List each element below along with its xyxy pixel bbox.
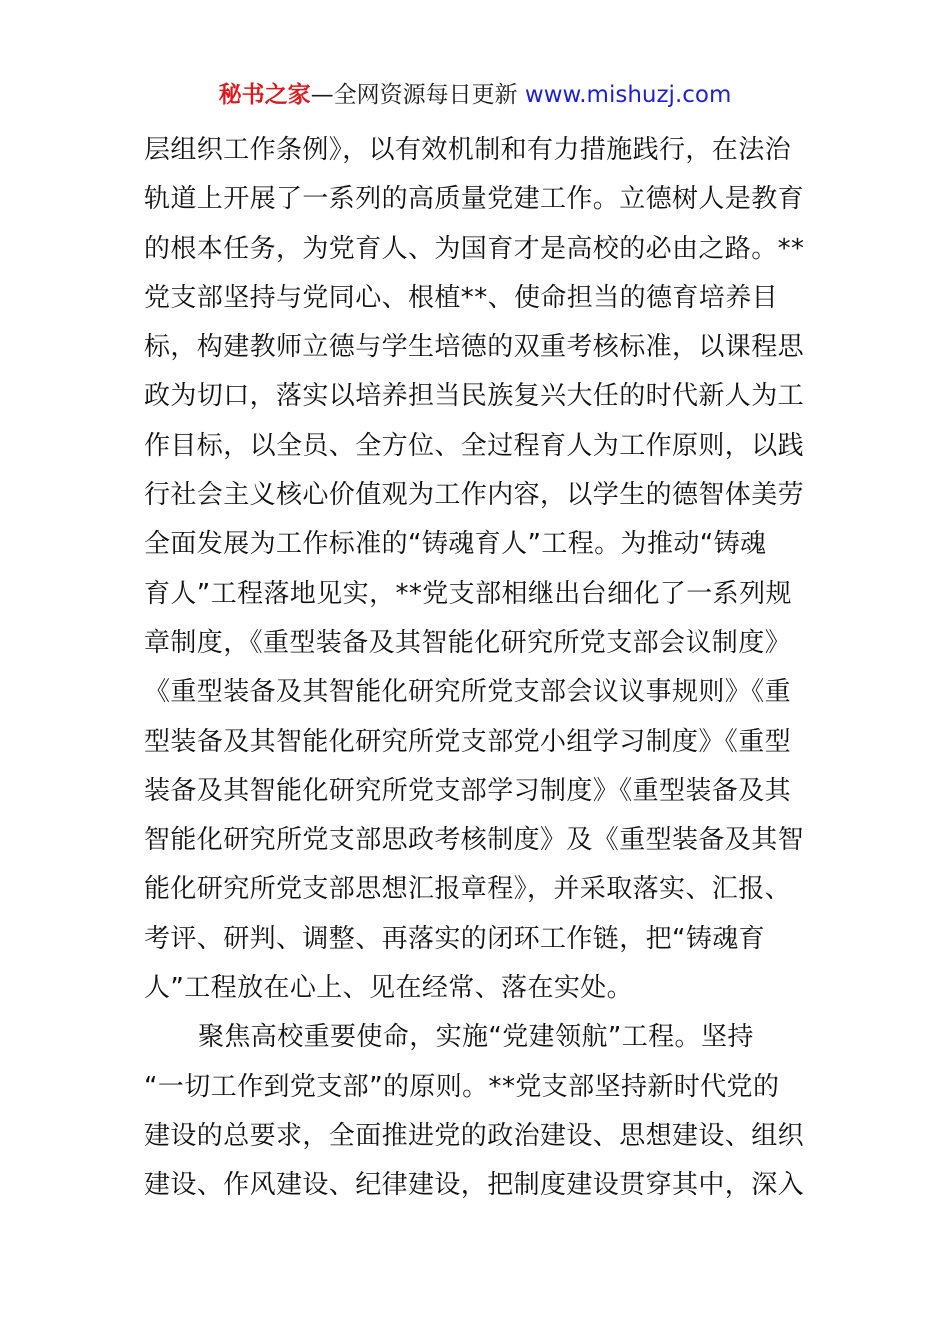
text-line: 育人”工程落地见实，**党支部相继出台细化了一系列规 <box>144 578 792 609</box>
text-line: 能化研究所党支部思想汇报章程》，并采取落实、汇报、 <box>144 874 792 905</box>
paragraph-first-line: 聚焦高校重要使命，实施“党建领航”工程。坚持 <box>198 1022 754 1053</box>
text-line: 的根本任务，为党育人、为国育才是高校的必由之路。** <box>144 233 805 264</box>
text-line: 行社会主义核心价值观为工作内容，以学生的德智体美劳 <box>144 480 805 511</box>
text-line: 考评、研判、调整、再落实的闭环工作链，把“铸魂育 <box>144 923 766 954</box>
text-line: 智能化研究所党支部思政考核制度》及《重型装备及其智 <box>144 825 805 856</box>
text-line: 建设的总要求，全面推进党的政治建设、思想建设、组织 <box>144 1120 805 1151</box>
text-line: 作目标，以全员、全方位、全过程育人为工作原则，以践 <box>144 430 805 461</box>
text-line: 全面发展为工作标准的“铸魂育人”工程。为推动“铸魂 <box>144 529 767 560</box>
text-line: 建设、作风建设、纪律建设，把制度建设贯穿其中，深入 <box>144 1170 805 1201</box>
text-line: 人”工程放在心上、见在经常、落在实处。 <box>144 973 634 1004</box>
header-tagline: —全网资源每日更新 <box>310 82 518 108</box>
text-line: 《重型装备及其智能化研究所党支部会议议事规则》《重 <box>144 677 792 708</box>
page-header <box>0 78 950 112</box>
text-line: 章制度，《重型装备及其智能化研究所党支部会议制度》 <box>144 627 792 658</box>
text-line: 轨道上开展了一系列的高质量党建工作。立德树人是教育 <box>144 184 805 215</box>
text-line: 装备及其智能化研究所党支部学习制度》《重型装备及其 <box>144 775 792 806</box>
header-url-link[interactable]: www.mishuzj.com <box>524 82 732 108</box>
text-line: 型装备及其智能化研究所党支部党小组学习制度》《重型 <box>144 726 792 757</box>
text-line: 层组织工作条例》，以有效机制和有力措施践行，在法治 <box>144 135 792 165</box>
header-brand: 秘书之家 <box>218 82 311 108</box>
text-line: 标，构建教师立德与学生培德的双重考核标准，以课程思 <box>144 332 805 363</box>
text-line: 政为切口，落实以培养担当民族复兴大任的时代新人为工 <box>144 381 805 412</box>
text-line: 党支部坚持与党同心、根植**、使命担当的德育培养目 <box>144 282 779 313</box>
document-body <box>144 126 808 1211</box>
text-line: “一切工作到党支部”的原则。**党支部坚持新时代党的 <box>144 1071 780 1102</box>
